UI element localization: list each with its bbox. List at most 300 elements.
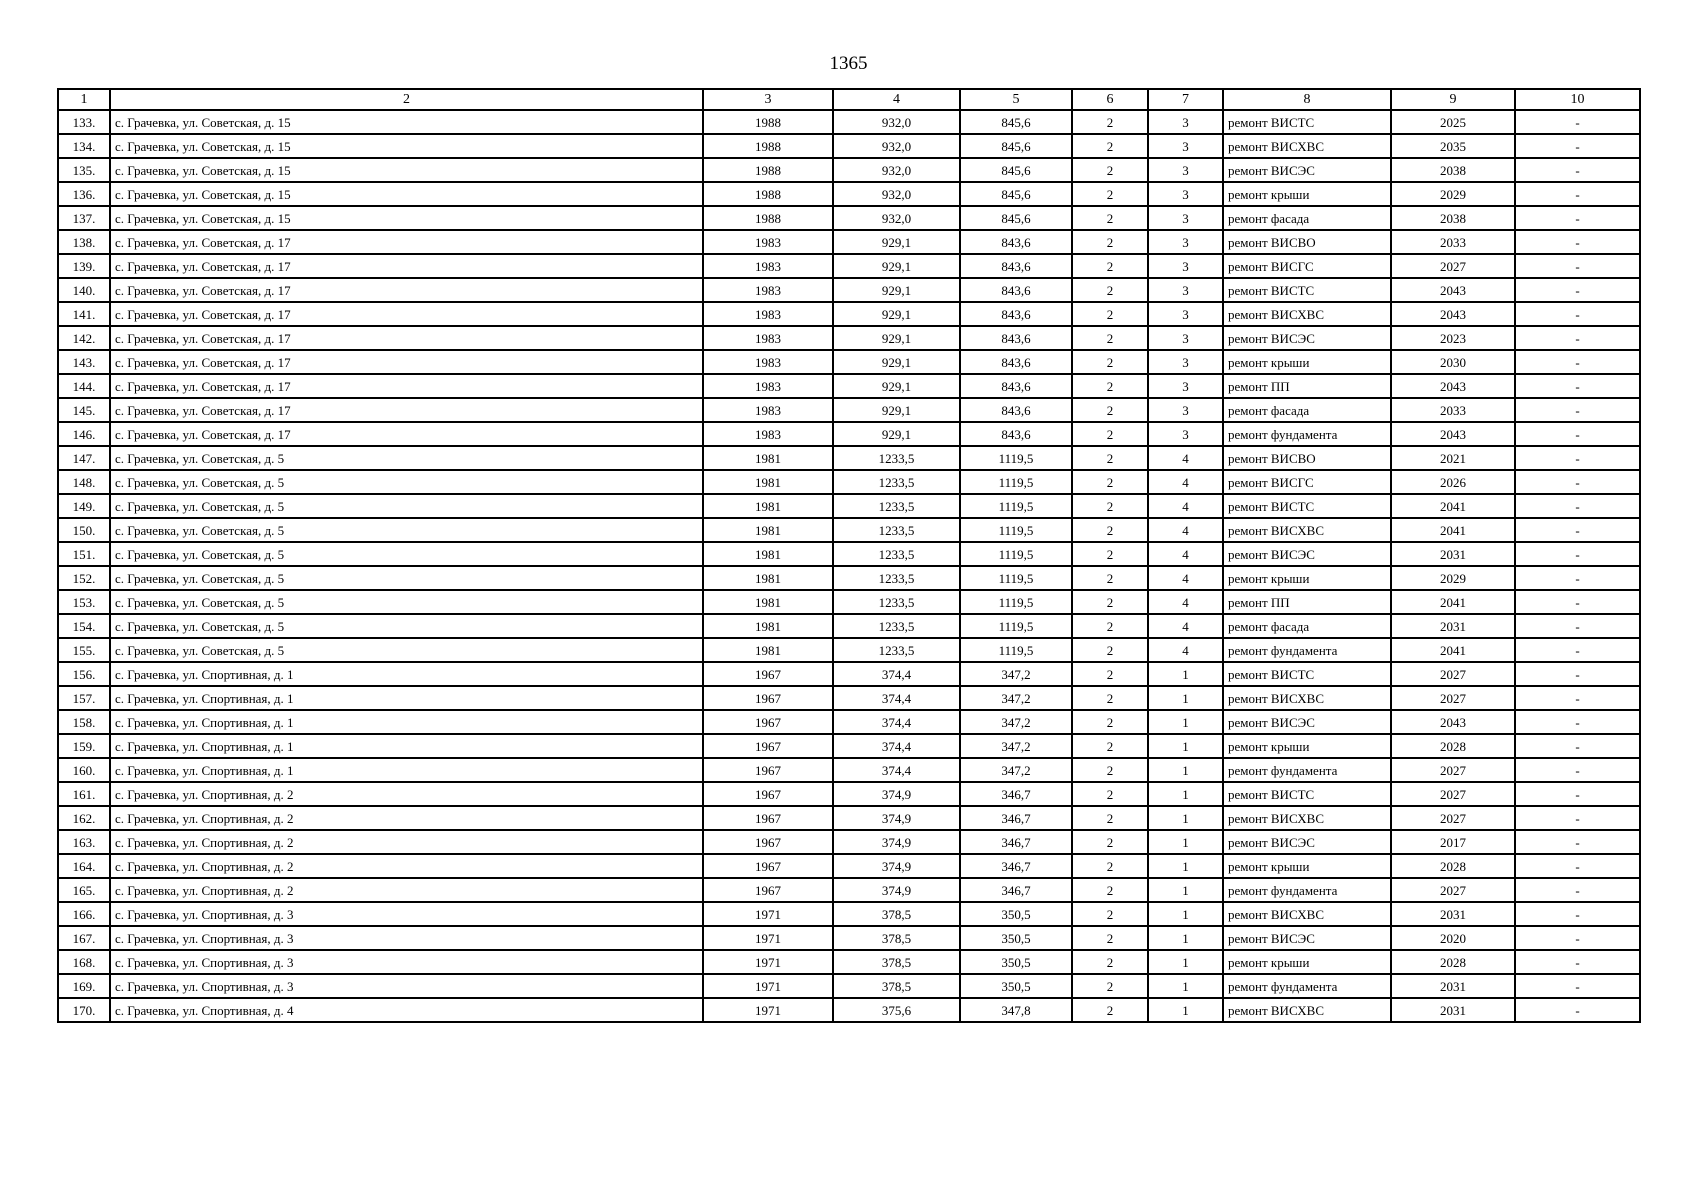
entrances-cell: 4 [1148, 446, 1223, 470]
row-number-cell: 150. [58, 518, 110, 542]
row-number-cell: 148. [58, 470, 110, 494]
row-number-cell: 153. [58, 590, 110, 614]
table-row [58, 398, 1640, 422]
total-area-cell: 374,9 [833, 878, 960, 902]
planned-year-cell: 2029 [1391, 566, 1515, 590]
floors-cell: 2 [1072, 950, 1148, 974]
address-cell: с. Грачевка, ул. Спортивная, д. 1 [110, 710, 703, 734]
note-cell: - [1515, 398, 1640, 422]
address-cell: с. Грачевка, ул. Советская, д. 17 [110, 326, 703, 350]
planned-year-cell: 2038 [1391, 206, 1515, 230]
address-cell: с. Грачевка, ул. Спортивная, д. 1 [110, 758, 703, 782]
floors-cell: 2 [1072, 518, 1148, 542]
table-row [58, 734, 1640, 758]
table-row [58, 350, 1640, 374]
work-type-cell: ремонт ВИСХВС [1223, 134, 1391, 158]
planned-year-cell: 2041 [1391, 518, 1515, 542]
row-number-cell: 164. [58, 854, 110, 878]
row-number-cell: 158. [58, 710, 110, 734]
total-area-cell: 929,1 [833, 422, 960, 446]
work-type-cell: ремонт ВИСТС [1223, 662, 1391, 686]
total-area-cell: 932,0 [833, 158, 960, 182]
planned-year-cell: 2033 [1391, 230, 1515, 254]
floors-cell: 2 [1072, 662, 1148, 686]
table-row [58, 710, 1640, 734]
work-type-cell: ремонт ВИСЭС [1223, 158, 1391, 182]
entrances-cell: 3 [1148, 350, 1223, 374]
year-cell: 1971 [703, 950, 833, 974]
note-cell: - [1515, 134, 1640, 158]
note-cell: - [1515, 782, 1640, 806]
year-cell: 1983 [703, 254, 833, 278]
row-number-cell: 133. [58, 110, 110, 134]
row-number-cell: 160. [58, 758, 110, 782]
row-number-cell: 141. [58, 302, 110, 326]
planned-year-cell: 2023 [1391, 326, 1515, 350]
table-row [58, 950, 1640, 974]
planned-year-cell: 2041 [1391, 494, 1515, 518]
table-row [58, 302, 1640, 326]
planned-year-cell: 2033 [1391, 398, 1515, 422]
total-area-cell: 932,0 [833, 206, 960, 230]
note-cell: - [1515, 374, 1640, 398]
row-number-cell: 155. [58, 638, 110, 662]
table-row [58, 806, 1640, 830]
floors-cell: 2 [1072, 590, 1148, 614]
entrances-cell: 3 [1148, 326, 1223, 350]
work-type-cell: ремонт ВИСХВС [1223, 806, 1391, 830]
year-cell: 1983 [703, 350, 833, 374]
floors-cell: 2 [1072, 686, 1148, 710]
work-type-cell: ремонт ВИСХВС [1223, 302, 1391, 326]
table-row [58, 374, 1640, 398]
planned-year-cell: 2030 [1391, 350, 1515, 374]
work-type-cell: ремонт ВИСХВС [1223, 518, 1391, 542]
planned-year-cell: 2027 [1391, 662, 1515, 686]
total-area-cell: 374,4 [833, 662, 960, 686]
address-cell: с. Грачевка, ул. Спортивная, д. 2 [110, 854, 703, 878]
year-cell: 1971 [703, 998, 833, 1022]
table-header [58, 89, 1640, 110]
row-number-cell: 137. [58, 206, 110, 230]
entrances-cell: 3 [1148, 398, 1223, 422]
living-area-cell: 347,8 [960, 998, 1072, 1022]
register-table [57, 88, 1641, 1023]
living-area-cell: 347,2 [960, 662, 1072, 686]
note-cell: - [1515, 638, 1640, 662]
work-type-cell: ремонт фасада [1223, 398, 1391, 422]
entrances-cell: 3 [1148, 302, 1223, 326]
living-area-cell: 845,6 [960, 110, 1072, 134]
living-area-cell: 1119,5 [960, 494, 1072, 518]
table-row [58, 110, 1640, 134]
table-row [58, 278, 1640, 302]
planned-year-cell: 2031 [1391, 998, 1515, 1022]
table-row [58, 566, 1640, 590]
floors-cell: 2 [1072, 422, 1148, 446]
row-number-cell: 161. [58, 782, 110, 806]
entrances-cell: 4 [1148, 470, 1223, 494]
work-type-cell: ремонт ВИСВО [1223, 230, 1391, 254]
year-cell: 1981 [703, 638, 833, 662]
address-cell: с. Грачевка, ул. Спортивная, д. 2 [110, 806, 703, 830]
year-cell: 1967 [703, 662, 833, 686]
year-cell: 1988 [703, 158, 833, 182]
total-area-cell: 1233,5 [833, 638, 960, 662]
row-number-cell: 163. [58, 830, 110, 854]
floors-cell: 2 [1072, 710, 1148, 734]
column-header-6: 6 [1072, 89, 1148, 110]
floors-cell: 2 [1072, 134, 1148, 158]
year-cell: 1988 [703, 182, 833, 206]
year-cell: 1988 [703, 134, 833, 158]
year-cell: 1981 [703, 470, 833, 494]
address-cell: с. Грачевка, ул. Советская, д. 17 [110, 398, 703, 422]
address-cell: с. Грачевка, ул. Спортивная, д. 3 [110, 974, 703, 998]
floors-cell: 2 [1072, 878, 1148, 902]
entrances-cell: 3 [1148, 158, 1223, 182]
total-area-cell: 932,0 [833, 182, 960, 206]
planned-year-cell: 2043 [1391, 302, 1515, 326]
row-number-cell: 134. [58, 134, 110, 158]
address-cell: с. Грачевка, ул. Спортивная, д. 2 [110, 878, 703, 902]
entrances-cell: 4 [1148, 590, 1223, 614]
column-header-4: 4 [833, 89, 960, 110]
living-area-cell: 350,5 [960, 974, 1072, 998]
work-type-cell: ремонт фундамента [1223, 638, 1391, 662]
year-cell: 1981 [703, 590, 833, 614]
entrances-cell: 1 [1148, 974, 1223, 998]
address-cell: с. Грачевка, ул. Советская, д. 5 [110, 518, 703, 542]
total-area-cell: 1233,5 [833, 542, 960, 566]
table-row [58, 974, 1640, 998]
row-number-cell: 157. [58, 686, 110, 710]
total-area-cell: 375,6 [833, 998, 960, 1022]
planned-year-cell: 2031 [1391, 902, 1515, 926]
total-area-cell: 374,9 [833, 830, 960, 854]
row-number-cell: 162. [58, 806, 110, 830]
planned-year-cell: 2027 [1391, 758, 1515, 782]
note-cell: - [1515, 950, 1640, 974]
floors-cell: 2 [1072, 230, 1148, 254]
note-cell: - [1515, 542, 1640, 566]
living-area-cell: 843,6 [960, 326, 1072, 350]
planned-year-cell: 2028 [1391, 950, 1515, 974]
table-row [58, 782, 1640, 806]
work-type-cell: ремонт крыши [1223, 566, 1391, 590]
floors-cell: 2 [1072, 182, 1148, 206]
planned-year-cell: 2020 [1391, 926, 1515, 950]
address-cell: с. Грачевка, ул. Советская, д. 5 [110, 638, 703, 662]
entrances-cell: 1 [1148, 878, 1223, 902]
note-cell: - [1515, 878, 1640, 902]
entrances-cell: 3 [1148, 422, 1223, 446]
address-cell: с. Грачевка, ул. Спортивная, д. 1 [110, 686, 703, 710]
floors-cell: 2 [1072, 566, 1148, 590]
note-cell: - [1515, 350, 1640, 374]
work-type-cell: ремонт крыши [1223, 854, 1391, 878]
living-area-cell: 843,6 [960, 350, 1072, 374]
living-area-cell: 347,2 [960, 686, 1072, 710]
living-area-cell: 1119,5 [960, 614, 1072, 638]
entrances-cell: 3 [1148, 206, 1223, 230]
work-type-cell: ремонт ВИСТС [1223, 110, 1391, 134]
floors-cell: 2 [1072, 806, 1148, 830]
entrances-cell: 1 [1148, 686, 1223, 710]
address-cell: с. Грачевка, ул. Советская, д. 15 [110, 182, 703, 206]
planned-year-cell: 2041 [1391, 638, 1515, 662]
total-area-cell: 929,1 [833, 230, 960, 254]
year-cell: 1981 [703, 566, 833, 590]
total-area-cell: 374,4 [833, 758, 960, 782]
total-area-cell: 374,9 [833, 782, 960, 806]
column-header-3: 3 [703, 89, 833, 110]
planned-year-cell: 2043 [1391, 422, 1515, 446]
work-type-cell: ремонт ВИСЭС [1223, 710, 1391, 734]
row-number-cell: 169. [58, 974, 110, 998]
note-cell: - [1515, 110, 1640, 134]
table-row [58, 158, 1640, 182]
living-area-cell: 350,5 [960, 926, 1072, 950]
total-area-cell: 929,1 [833, 302, 960, 326]
address-cell: с. Грачевка, ул. Советская, д. 5 [110, 542, 703, 566]
total-area-cell: 374,9 [833, 854, 960, 878]
work-type-cell: ремонт ПП [1223, 590, 1391, 614]
living-area-cell: 843,6 [960, 254, 1072, 278]
column-header-1: 1 [58, 89, 110, 110]
table-row [58, 230, 1640, 254]
address-cell: с. Грачевка, ул. Спортивная, д. 4 [110, 998, 703, 1022]
year-cell: 1967 [703, 758, 833, 782]
total-area-cell: 1233,5 [833, 518, 960, 542]
floors-cell: 2 [1072, 830, 1148, 854]
year-cell: 1983 [703, 302, 833, 326]
note-cell: - [1515, 998, 1640, 1022]
entrances-cell: 1 [1148, 926, 1223, 950]
floors-cell: 2 [1072, 302, 1148, 326]
floors-cell: 2 [1072, 998, 1148, 1022]
living-area-cell: 843,6 [960, 230, 1072, 254]
table-row [58, 878, 1640, 902]
note-cell: - [1515, 902, 1640, 926]
total-area-cell: 932,0 [833, 134, 960, 158]
total-area-cell: 929,1 [833, 278, 960, 302]
entrances-cell: 4 [1148, 518, 1223, 542]
table-row [58, 542, 1640, 566]
living-area-cell: 843,6 [960, 278, 1072, 302]
address-cell: с. Грачевка, ул. Спортивная, д. 3 [110, 926, 703, 950]
note-cell: - [1515, 182, 1640, 206]
work-type-cell: ремонт крыши [1223, 950, 1391, 974]
floors-cell: 2 [1072, 902, 1148, 926]
row-number-cell: 138. [58, 230, 110, 254]
note-cell: - [1515, 758, 1640, 782]
work-type-cell: ремонт ВИСЭС [1223, 542, 1391, 566]
note-cell: - [1515, 806, 1640, 830]
address-cell: с. Грачевка, ул. Советская, д. 5 [110, 566, 703, 590]
year-cell: 1967 [703, 854, 833, 878]
row-number-cell: 146. [58, 422, 110, 446]
floors-cell: 2 [1072, 758, 1148, 782]
planned-year-cell: 2043 [1391, 278, 1515, 302]
work-type-cell: ремонт ВИСГС [1223, 470, 1391, 494]
note-cell: - [1515, 566, 1640, 590]
table-row [58, 638, 1640, 662]
table-row [58, 902, 1640, 926]
planned-year-cell: 2043 [1391, 710, 1515, 734]
table-row [58, 686, 1640, 710]
work-type-cell: ремонт ПП [1223, 374, 1391, 398]
row-number-cell: 142. [58, 326, 110, 350]
table-row [58, 662, 1640, 686]
row-number-cell: 147. [58, 446, 110, 470]
entrances-cell: 4 [1148, 542, 1223, 566]
year-cell: 1971 [703, 974, 833, 998]
note-cell: - [1515, 590, 1640, 614]
entrances-cell: 1 [1148, 782, 1223, 806]
work-type-cell: ремонт фундамента [1223, 878, 1391, 902]
planned-year-cell: 2029 [1391, 182, 1515, 206]
total-area-cell: 1233,5 [833, 566, 960, 590]
row-number-cell: 136. [58, 182, 110, 206]
planned-year-cell: 2027 [1391, 806, 1515, 830]
row-number-cell: 168. [58, 950, 110, 974]
total-area-cell: 929,1 [833, 374, 960, 398]
year-cell: 1983 [703, 422, 833, 446]
note-cell: - [1515, 230, 1640, 254]
work-type-cell: ремонт ВИСЭС [1223, 926, 1391, 950]
year-cell: 1983 [703, 278, 833, 302]
table-row [58, 254, 1640, 278]
header-row [58, 89, 1640, 110]
note-cell: - [1515, 494, 1640, 518]
floors-cell: 2 [1072, 974, 1148, 998]
planned-year-cell: 2027 [1391, 878, 1515, 902]
work-type-cell: ремонт ВИСЭС [1223, 830, 1391, 854]
work-type-cell: ремонт ВИСТС [1223, 494, 1391, 518]
column-header-2: 2 [110, 89, 703, 110]
row-number-cell: 165. [58, 878, 110, 902]
table-row [58, 446, 1640, 470]
entrances-cell: 4 [1148, 566, 1223, 590]
entrances-cell: 3 [1148, 278, 1223, 302]
total-area-cell: 374,4 [833, 686, 960, 710]
living-area-cell: 346,7 [960, 854, 1072, 878]
table-row [58, 134, 1640, 158]
address-cell: с. Грачевка, ул. Советская, д. 5 [110, 494, 703, 518]
address-cell: с. Грачевка, ул. Советская, д. 5 [110, 590, 703, 614]
living-area-cell: 350,5 [960, 902, 1072, 926]
year-cell: 1983 [703, 230, 833, 254]
table-row [58, 614, 1640, 638]
row-number-cell: 140. [58, 278, 110, 302]
floors-cell: 2 [1072, 926, 1148, 950]
year-cell: 1971 [703, 902, 833, 926]
living-area-cell: 347,2 [960, 710, 1072, 734]
planned-year-cell: 2031 [1391, 974, 1515, 998]
total-area-cell: 378,5 [833, 902, 960, 926]
floors-cell: 2 [1072, 734, 1148, 758]
total-area-cell: 378,5 [833, 926, 960, 950]
table-row [58, 422, 1640, 446]
planned-year-cell: 2031 [1391, 614, 1515, 638]
planned-year-cell: 2025 [1391, 110, 1515, 134]
row-number-cell: 144. [58, 374, 110, 398]
address-cell: с. Грачевка, ул. Спортивная, д. 3 [110, 950, 703, 974]
living-area-cell: 1119,5 [960, 638, 1072, 662]
floors-cell: 2 [1072, 542, 1148, 566]
table-row [58, 590, 1640, 614]
address-cell: с. Грачевка, ул. Советская, д. 17 [110, 278, 703, 302]
entrances-cell: 3 [1148, 254, 1223, 278]
living-area-cell: 346,7 [960, 806, 1072, 830]
work-type-cell: ремонт фасада [1223, 614, 1391, 638]
table-row [58, 998, 1640, 1022]
total-area-cell: 929,1 [833, 326, 960, 350]
total-area-cell: 374,4 [833, 734, 960, 758]
row-number-cell: 135. [58, 158, 110, 182]
table-row [58, 518, 1640, 542]
planned-year-cell: 2041 [1391, 590, 1515, 614]
entrances-cell: 4 [1148, 494, 1223, 518]
entrances-cell: 1 [1148, 902, 1223, 926]
row-number-cell: 151. [58, 542, 110, 566]
column-header-8: 8 [1223, 89, 1391, 110]
address-cell: с. Грачевка, ул. Советская, д. 5 [110, 614, 703, 638]
floors-cell: 2 [1072, 854, 1148, 878]
note-cell: - [1515, 326, 1640, 350]
living-area-cell: 1119,5 [960, 446, 1072, 470]
living-area-cell: 845,6 [960, 182, 1072, 206]
note-cell: - [1515, 254, 1640, 278]
planned-year-cell: 2038 [1391, 158, 1515, 182]
note-cell: - [1515, 302, 1640, 326]
floors-cell: 2 [1072, 638, 1148, 662]
planned-year-cell: 2031 [1391, 542, 1515, 566]
planned-year-cell: 2021 [1391, 446, 1515, 470]
total-area-cell: 1233,5 [833, 590, 960, 614]
floors-cell: 2 [1072, 350, 1148, 374]
entrances-cell: 1 [1148, 710, 1223, 734]
address-cell: с. Грачевка, ул. Советская, д. 5 [110, 446, 703, 470]
planned-year-cell: 2027 [1391, 686, 1515, 710]
table-row [58, 854, 1640, 878]
floors-cell: 2 [1072, 278, 1148, 302]
living-area-cell: 845,6 [960, 206, 1072, 230]
entrances-cell: 3 [1148, 182, 1223, 206]
address-cell: с. Грачевка, ул. Советская, д. 17 [110, 230, 703, 254]
total-area-cell: 374,9 [833, 806, 960, 830]
living-area-cell: 347,2 [960, 758, 1072, 782]
total-area-cell: 929,1 [833, 398, 960, 422]
planned-year-cell: 2035 [1391, 134, 1515, 158]
year-cell: 1983 [703, 326, 833, 350]
living-area-cell: 843,6 [960, 422, 1072, 446]
table-row [58, 926, 1640, 950]
work-type-cell: ремонт ВИСХВС [1223, 998, 1391, 1022]
living-area-cell: 1119,5 [960, 542, 1072, 566]
entrances-cell: 3 [1148, 134, 1223, 158]
living-area-cell: 843,6 [960, 398, 1072, 422]
note-cell: - [1515, 974, 1640, 998]
entrances-cell: 1 [1148, 854, 1223, 878]
floors-cell: 2 [1072, 374, 1148, 398]
year-cell: 1967 [703, 830, 833, 854]
living-area-cell: 346,7 [960, 830, 1072, 854]
address-cell: с. Грачевка, ул. Советская, д. 5 [110, 470, 703, 494]
floors-cell: 2 [1072, 158, 1148, 182]
floors-cell: 2 [1072, 470, 1148, 494]
